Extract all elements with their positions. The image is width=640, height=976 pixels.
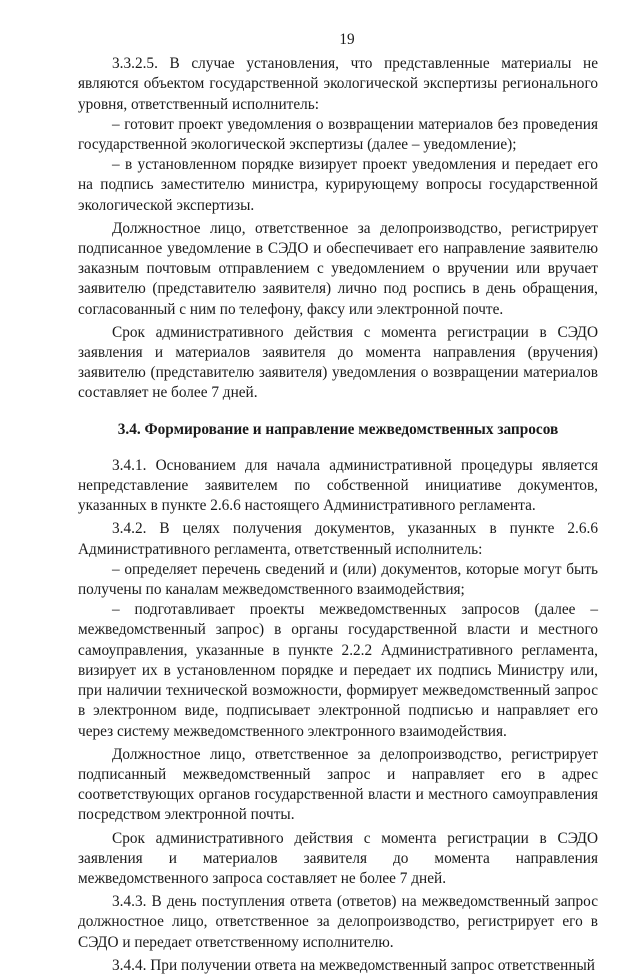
paragraph-clerk-registers-request: Должностное лицо, ответственное за делопроизводство, регистрирует подписанный межведомственный запрос и направляет его в адрес соответствующих органов государственной власти и местного самоуправления посредством электронной почты. xyxy=(78,745,598,824)
paragraph-3-4-4: 3.4.4. При получении ответа на межведомственный запрос ответственный xyxy=(112,956,595,974)
list-item-define-list: – определяет перечень сведений и (или) документов, которые могут быть получены по каналам межведомственного взаимодействия; xyxy=(78,560,598,599)
list-item-endorse-notice: – в установленном порядке визирует проект уведомления и передает его на подпись заместителю министра, курирующему вопросы государственной экологической экспертизы. xyxy=(78,156,598,214)
paragraph-notice-deadline: Срок административного действия с момента регистрации в СЭДО заявления и материалов заявителя до момента направления (вручения) заявителю (представителю заявителя) уведомления о возвращении материалов составляет не более 7 дней. xyxy=(78,323,598,402)
list-item-prepare-notice: – готовит проект уведомления о возвращении материалов без проведения государственной экологической экспертизы (далее – уведомление); xyxy=(78,115,598,154)
paragraph-3-4-3: 3.4.3. В день поступления ответа (ответов) на межведомственный запрос должностное лицо, ответственное за делопроизводство, регистрирует его в СЭДО и передает ответственному исполнителю. xyxy=(78,893,598,951)
document-page xyxy=(78,30,598,976)
paragraph-3-3-2-5-intro: 3.3.2.5. В случае установления, что представленные материалы не являются объектом государственной экологической экспертизы регионального уровня, ответственный исполнитель: xyxy=(78,55,598,113)
section-heading-3-4: 3.4. Формирование и направление межведомственных запросов xyxy=(117,420,559,438)
paragraph-clerk-registers-notice: Должностное лицо, ответственное за делопроизводство, регистрирует подписанное уведомление в СЭДО и обеспечивает его направление заявителю заказным почтовым отправлением с уведомлением о вручении или вручает заявителю (представителю заявителя) лично под роспись в день обращения, согласованный с ним по телефону, факсу или электронной почте. xyxy=(78,219,598,318)
list-item-prepare-requests: – подготавливает проекты межведомственных запросов (далее – межведомственный запрос) в органы государственной власти и местного самоуправления, указанные в пункте 2.2.2 Административного регламента, визирует их в установленном порядке и передает их подпись Министру или, при наличии технической возможности, формирует межведомственный запрос в электронном виде, подписывает электронной подписью и направляет его через систему межведомственного электронного взаимодействия. xyxy=(78,601,598,740)
paragraph-request-deadline: Срок административного действия с момента регистрации в СЭДО заявления и материалов заявителя до момента направления межведомственного запроса составляет не более 7 дней. xyxy=(78,829,598,887)
paragraph-3-4-1: 3.4.1. Основанием для начала административной процедуры является непредставление заявителем по собственной инициативе документов, указанных в пункте 2.6.6 настоящего Административного регламента. xyxy=(78,456,598,515)
paragraph-3-4-2: 3.4.2. В целях получения документов, указанных в пункте 2.6.6 Административного регламента, ответственный исполнитель: xyxy=(78,520,598,558)
page-number: 19 xyxy=(339,31,355,48)
